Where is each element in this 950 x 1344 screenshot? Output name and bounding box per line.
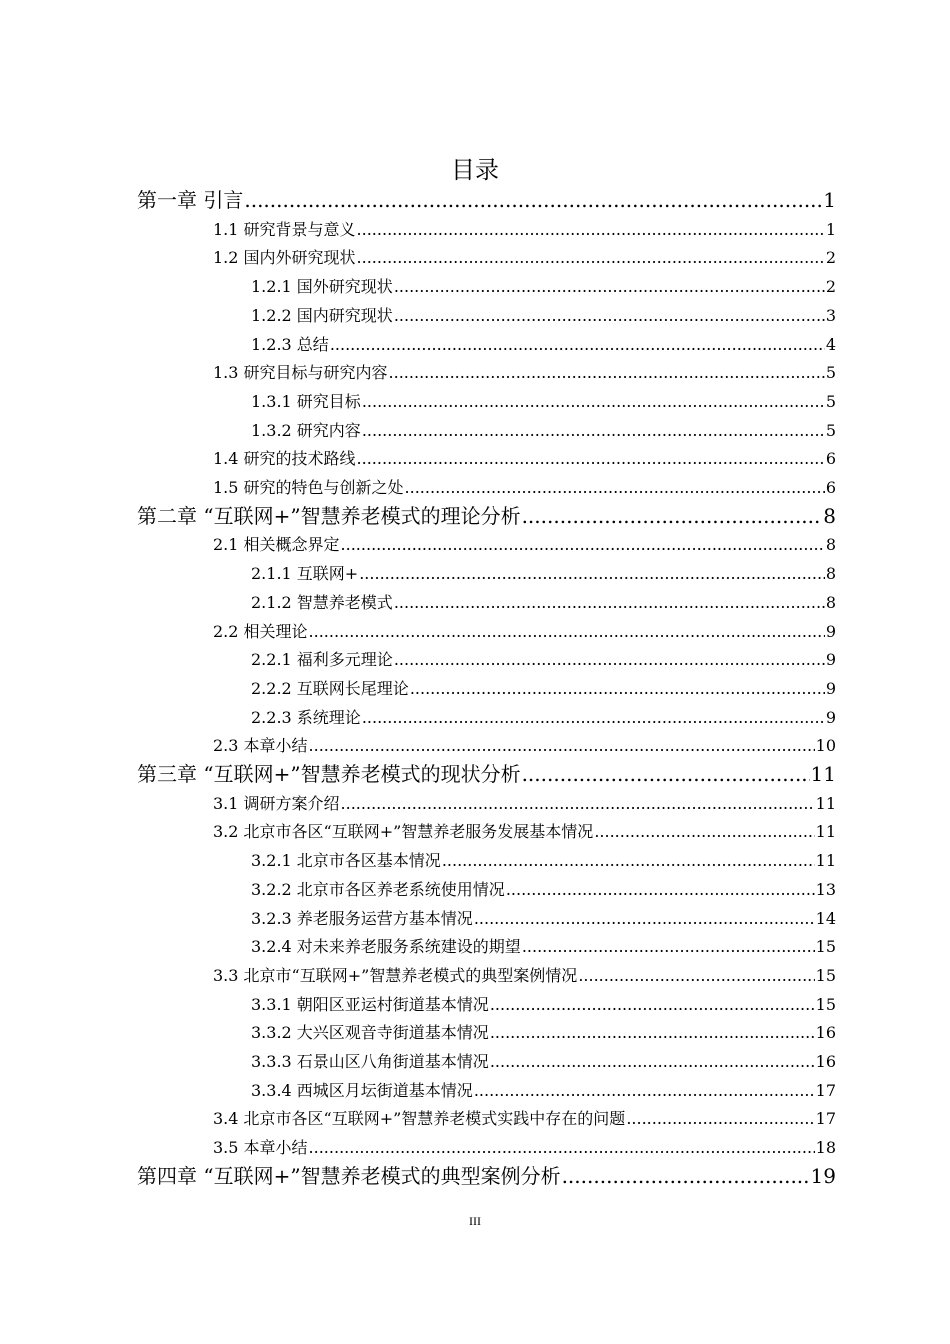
toc-entry-label: 2.1.2 智慧养老模式 (251, 592, 393, 612)
toc-dot-leader (362, 707, 825, 729)
toc-dot-leader (410, 678, 825, 700)
toc-section-entry[interactable] (213, 793, 836, 815)
toc-entry-label: 1.1 研究背景与意义 (213, 219, 356, 239)
toc-dot-leader (341, 793, 815, 815)
toc-subsection-entry[interactable] (251, 391, 836, 413)
toc-entry-page-number: 11 (815, 851, 836, 871)
toc-entry-label: 3.3 北京市“互联网+”智慧养老模式的典型案例情况 (213, 965, 578, 985)
toc-entry-label: 2.1.1 互联网+ (251, 564, 359, 584)
toc-entry-label: 1.3 研究目标与研究内容 (213, 363, 388, 383)
toc-dot-leader (309, 735, 815, 757)
toc-chapter-entry[interactable] (137, 760, 836, 788)
toc-section-entry[interactable] (213, 362, 836, 384)
toc-dot-leader (474, 1080, 815, 1102)
toc-entry-page-number: 6 (825, 478, 836, 497)
toc-entry-page-number: 16 (815, 1052, 836, 1071)
toc-dot-leader (359, 563, 825, 585)
toc-dot-leader (309, 1137, 815, 1159)
toc-dot-leader (357, 219, 825, 241)
toc-entry-label: 3.3.3 石景山区八角街道基本情况 (251, 1052, 489, 1071)
toc-entry-page-number: 6 (825, 449, 836, 469)
toc-entry-page-number: 13 (815, 879, 836, 899)
toc-dot-leader (562, 1162, 810, 1190)
toc-section-entry[interactable] (213, 1137, 836, 1159)
toc-dot-leader (330, 334, 825, 356)
toc-entry-page-number: 2 (825, 248, 836, 268)
page-title: 目录 (451, 156, 499, 184)
toc-subsection-entry[interactable] (251, 707, 836, 729)
toc-dot-leader (309, 621, 825, 643)
toc-entry-label: 1.4 研究的技术路线 (213, 449, 356, 469)
toc-subsection-entry[interactable] (251, 850, 836, 872)
toc-dot-leader (341, 534, 825, 556)
toc-entry-label: 1.2.3 总结 (251, 334, 329, 354)
toc-dot-leader (244, 186, 822, 214)
toc-entry-page-number: 19 (810, 1163, 836, 1188)
toc-section-entry[interactable] (213, 1108, 836, 1130)
toc-section-entry[interactable] (213, 621, 836, 643)
toc-entry-page-number: 14 (815, 908, 836, 928)
toc-entry-label: 3.4 北京市各区“互联网+”智慧养老模式实践中存在的问题 (213, 1109, 626, 1129)
toc-entry-page-number: 1 (823, 188, 836, 212)
toc-subsection-entry[interactable] (251, 1022, 836, 1044)
toc-entry-label: 3.1 调研方案介绍 (213, 793, 340, 813)
toc-entry-page-number: 17 (815, 1080, 836, 1100)
toc-entry-page-number: 4 (825, 334, 836, 354)
toc-section-entry[interactable] (213, 821, 836, 843)
toc-entry-page-number: 15 (815, 937, 836, 957)
toc-entry-page-number: 3 (825, 305, 836, 325)
toc-entry-label: 1.3.2 研究内容 (251, 420, 361, 440)
toc-dot-leader (626, 1108, 814, 1130)
toc-entry-label: 第二章 “互联网+”智慧养老模式的理论分析 (137, 503, 521, 528)
toc-entry-page-number: 8 (823, 503, 836, 528)
toc-section-entry[interactable] (213, 965, 836, 987)
toc-entry-label: 1.3.1 研究目标 (251, 391, 361, 411)
toc-dot-leader (442, 850, 815, 872)
toc-subsection-entry[interactable] (251, 678, 836, 700)
toc-subsection-entry[interactable] (251, 305, 836, 327)
toc-dot-leader (522, 936, 815, 958)
toc-subsection-entry[interactable] (251, 592, 836, 614)
page-number-footer: III (469, 1214, 481, 1228)
toc-entry-page-number: 9 (825, 650, 836, 670)
toc-entry-label: 3.2 北京市各区“互联网+”智慧养老服务发展基本情况 (213, 822, 594, 842)
toc-subsection-entry[interactable] (251, 420, 836, 442)
toc-subsection-entry[interactable] (251, 1051, 836, 1073)
toc-entry-page-number: 11 (810, 762, 836, 786)
toc-dot-leader (389, 362, 825, 384)
toc-entry-page-number: 11 (815, 822, 836, 842)
toc-entry-label: 第四章 “互联网+”智慧养老模式的典型案例分析 (137, 1163, 561, 1188)
toc-entry-page-number: 9 (825, 678, 836, 698)
toc-entry-label: 3.2.2 北京市各区养老系统使用情况 (251, 879, 505, 899)
toc-entry-label: 1.2.1 国外研究现状 (251, 277, 393, 297)
toc-dot-leader (490, 1051, 815, 1073)
toc-entry-label: 2.2 相关理论 (213, 621, 308, 641)
toc-dot-leader (357, 448, 825, 470)
toc-subsection-entry[interactable] (251, 879, 836, 901)
toc-subsection-entry[interactable] (251, 994, 836, 1016)
toc-entry-page-number: 16 (815, 1023, 836, 1043)
toc-dot-leader (394, 276, 825, 298)
toc-entry-page-number: 15 (815, 965, 836, 985)
toc-entry-page-number: 2 (825, 277, 836, 297)
toc-entry-page-number: 18 (815, 1138, 836, 1158)
toc-subsection-entry[interactable] (251, 1080, 836, 1102)
toc-subsection-entry[interactable] (251, 908, 836, 930)
toc-entry-label: 3.2.4 对未来养老服务系统建设的期望 (251, 937, 521, 957)
toc-dot-leader (506, 879, 815, 901)
toc-entry-label: 3.3.4 西城区月坛街道基本情况 (251, 1080, 473, 1100)
toc-chapter-entry[interactable] (137, 1162, 836, 1190)
toc-section-entry[interactable] (213, 448, 836, 470)
toc-entry-page-number: 5 (825, 391, 836, 411)
toc-subsection-entry[interactable] (251, 276, 836, 298)
toc-entry-label: 第一章 引言 (137, 188, 244, 212)
toc-entry-page-number: 1 (825, 219, 836, 239)
toc-entry-label: 3.3.2 大兴区观音寺街道基本情况 (251, 1023, 489, 1043)
toc-dot-leader (394, 592, 825, 614)
toc-entry-page-number: 9 (825, 621, 836, 641)
toc-dot-leader (357, 247, 825, 269)
toc-entry-label: 3.2.1 北京市各区基本情况 (251, 851, 441, 871)
toc-dot-leader (522, 760, 810, 788)
toc-entry-page-number: 9 (825, 707, 836, 727)
toc-dot-leader (394, 649, 825, 671)
toc-entry-label: 2.2.1 福利多元理论 (251, 650, 393, 670)
toc-entry-label: 2.2.2 互联网长尾理论 (251, 678, 409, 698)
toc-chapter-entry[interactable] (137, 186, 836, 214)
toc-subsection-entry[interactable] (251, 936, 836, 958)
toc-entry-label: 1.5 研究的特色与创新之处 (213, 478, 404, 497)
toc-entry-page-number: 5 (825, 420, 836, 440)
toc-entry-label: 第三章 “互联网+”智慧养老模式的现状分析 (137, 762, 521, 786)
toc-subsection-entry[interactable] (251, 649, 836, 671)
toc-dot-leader (490, 1022, 815, 1044)
toc-entry-page-number: 17 (815, 1109, 836, 1129)
toc-dot-leader (578, 965, 814, 987)
toc-section-entry[interactable] (213, 247, 836, 269)
toc-subsection-entry[interactable] (251, 563, 836, 585)
toc-dot-leader (362, 391, 825, 413)
toc-dot-leader (490, 994, 815, 1016)
toc-entry-label: 1.2.2 国内研究现状 (251, 305, 393, 325)
toc-dot-leader (474, 908, 815, 930)
toc-entry-page-number: 11 (815, 793, 836, 813)
toc-dot-leader (405, 477, 825, 499)
toc-entry-label: 3.5 本章小结 (213, 1138, 308, 1158)
toc-entry-label: 2.2.3 系统理论 (251, 707, 361, 727)
toc-dot-leader (362, 420, 825, 442)
toc-chapter-entry[interactable] (137, 502, 836, 530)
toc-dot-leader (394, 305, 825, 327)
toc-entry-page-number: 8 (825, 564, 836, 584)
toc-entry-label: 3.2.3 养老服务运营方基本情况 (251, 908, 473, 928)
toc-entry-page-number: 15 (815, 994, 836, 1014)
toc-section-entry[interactable] (213, 219, 836, 241)
toc-entry-page-number: 10 (815, 736, 836, 756)
toc-dot-leader (522, 502, 823, 530)
toc-section-entry[interactable] (213, 735, 836, 757)
toc-section-entry[interactable] (213, 477, 836, 499)
toc-entry-page-number: 5 (825, 363, 836, 383)
toc-section-entry[interactable] (213, 534, 836, 556)
toc-entry-label: 2.3 本章小结 (213, 736, 308, 756)
toc-subsection-entry[interactable] (251, 334, 836, 356)
toc-entry-page-number: 8 (825, 535, 836, 555)
toc-entry-label: 1.2 国内外研究现状 (213, 248, 356, 268)
toc-dot-leader (594, 821, 814, 843)
toc-entry-page-number: 8 (825, 592, 836, 612)
toc-entry-label: 3.3.1 朝阳区亚运村街道基本情况 (251, 994, 489, 1014)
toc-entry-label: 2.1 相关概念界定 (213, 535, 340, 555)
